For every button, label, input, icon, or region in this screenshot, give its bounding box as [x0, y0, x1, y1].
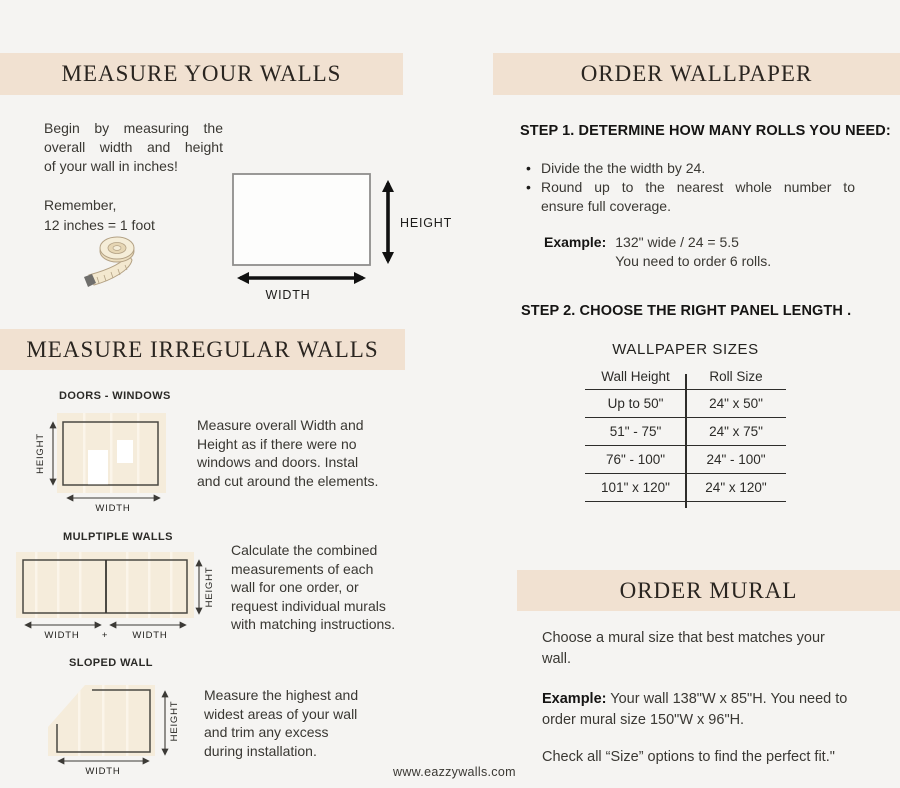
note-line: wall for one order, or: [231, 579, 359, 596]
order-wallpaper-title: ORDER WALLPAPER: [580, 61, 813, 86]
sloped-wall-diagram: [42, 675, 192, 783]
window-shape: [117, 440, 133, 463]
mural-line: Choose a mural size that best matches your: [542, 630, 825, 646]
bullet-text-line: Round up to the nearest whole number to: [541, 179, 855, 195]
example-label: Example:: [544, 234, 607, 250]
bullet-icon: •: [526, 179, 531, 195]
wall-rectangle: [233, 174, 370, 265]
remember-note: [44, 195, 155, 235]
note-line: Calculate the combined: [231, 542, 378, 558]
step1-example: [544, 233, 771, 271]
door-shape: [88, 450, 108, 484]
website-url: www.eazzywalls.com: [393, 765, 516, 779]
remember-line: Remember,: [44, 197, 117, 213]
tape-coil-center: [113, 246, 121, 251]
wallpaper-sizes-title: WALLPAPER SIZES: [612, 341, 759, 358]
mural-example-line: order mural size 150"W x 96"H.: [542, 712, 745, 728]
order-wallpaper-header-band: [493, 53, 900, 95]
height-label: HEIGHT: [400, 216, 453, 230]
height-label: HEIGHT: [204, 566, 215, 608]
column-header-wall-height: Wall Height: [601, 369, 670, 384]
measure-walls-header-band: [0, 53, 403, 95]
roll-size-cell: 24" - 100": [706, 452, 766, 467]
example-line: 132" wide / 24 = 5.5: [615, 234, 739, 250]
note-line: and cut around the elements.: [197, 472, 379, 489]
width-label: WIDTH: [85, 766, 121, 777]
mural-paragraph-1: [542, 628, 857, 670]
doors-windows-diagram: [28, 400, 180, 518]
note-line: Measure the highest and: [204, 687, 359, 703]
sloped-wall-note: [204, 686, 389, 760]
note-line: Measure overall Width and: [197, 417, 364, 433]
tape-measure-icon: [80, 232, 148, 294]
width-label: WIDTH: [95, 503, 131, 514]
width-label-right: WIDTH: [132, 630, 168, 641]
note-line: request individual murals: [231, 597, 386, 614]
wall-panels-background: [16, 552, 194, 618]
table-column-divider: [685, 374, 687, 508]
doors-windows-note: [197, 416, 397, 490]
mural-line: wall.: [542, 651, 572, 667]
bullet-item: [526, 178, 855, 216]
bullet-text-line: ensure full coverage.: [541, 198, 671, 214]
note-line: Height as if there were no: [197, 435, 357, 452]
bullet-item: [526, 159, 855, 178]
multiple-walls-diagram: [16, 545, 230, 643]
multiple-walls-heading: MULPTIPLE WALLS: [63, 531, 173, 543]
step2-heading: STEP 2. CHOOSE THE RIGHT PANEL LENGTH .: [521, 303, 852, 319]
bullet-text: Divide the the width by 24.: [541, 160, 706, 176]
example-label: Example:: [542, 691, 607, 707]
wall-height-cell: 76" - 100": [605, 452, 666, 467]
note-line: widest areas of your wall: [204, 705, 358, 722]
note-line: during installation.: [204, 742, 317, 759]
irregular-walls-header-band: [0, 329, 405, 370]
intro-line: Begin by measuring the: [44, 120, 223, 136]
irregular-walls-title: MEASURE IRREGULAR WALLS: [26, 336, 379, 362]
height-label: HEIGHT: [169, 700, 180, 742]
wall-height-cell: 51" - 75": [609, 424, 662, 439]
column-header-roll-size: Roll Size: [709, 369, 763, 384]
mural-paragraph-3: Check all “Size” options to find the perfect fit.": [542, 749, 835, 765]
measure-walls-title: MEASURE YOUR WALLS: [61, 61, 342, 86]
note-line: and trim any excess: [204, 724, 329, 741]
mural-example-line: [542, 689, 862, 710]
roll-size-cell: 24" x 50": [709, 396, 763, 411]
mural-example: [542, 689, 862, 731]
multiple-walls-note: [231, 541, 421, 634]
step1-heading: STEP 1. DETERMINE HOW MANY ROLLS YOU NEED:: [520, 123, 891, 139]
order-mural-header-band: [517, 570, 900, 611]
height-label: HEIGHT: [35, 433, 46, 474]
roll-size-cell: 24" x 120": [705, 480, 767, 495]
step1-bullet-list: [526, 159, 855, 216]
wall-height-cell: 101" x 120": [601, 480, 670, 495]
example-line: You need to order 6 rolls.: [615, 253, 772, 269]
doors-windows-heading: DOORS - WINDOWS: [59, 390, 171, 402]
wall-panels-background: [48, 685, 155, 756]
example-text: Your wall 138"W x 85"H. You need to: [610, 691, 848, 707]
measure-walls-intro: [44, 119, 223, 176]
width-label: WIDTH: [265, 288, 311, 302]
roll-size-cell: 24" x 75": [709, 424, 763, 439]
note-line: with matching instructions.: [231, 616, 396, 633]
wall-height-cell: Up to 50": [607, 396, 664, 411]
wall-measure-diagram: [226, 166, 460, 308]
note-line: windows and doors. Instal: [197, 454, 359, 471]
remember-line: 12 inches = 1 foot: [44, 217, 155, 233]
order-mural-title: ORDER MURAL: [619, 577, 798, 603]
plus-sign: +: [101, 630, 109, 641]
intro-line: overall width and height: [44, 139, 223, 155]
width-label-left: WIDTH: [44, 630, 80, 641]
intro-line: of your wall in inches!: [44, 158, 178, 174]
note-line: measurements of each: [231, 560, 374, 577]
sloped-wall-heading: SLOPED WALL: [69, 657, 153, 669]
bullet-icon: •: [526, 160, 531, 176]
